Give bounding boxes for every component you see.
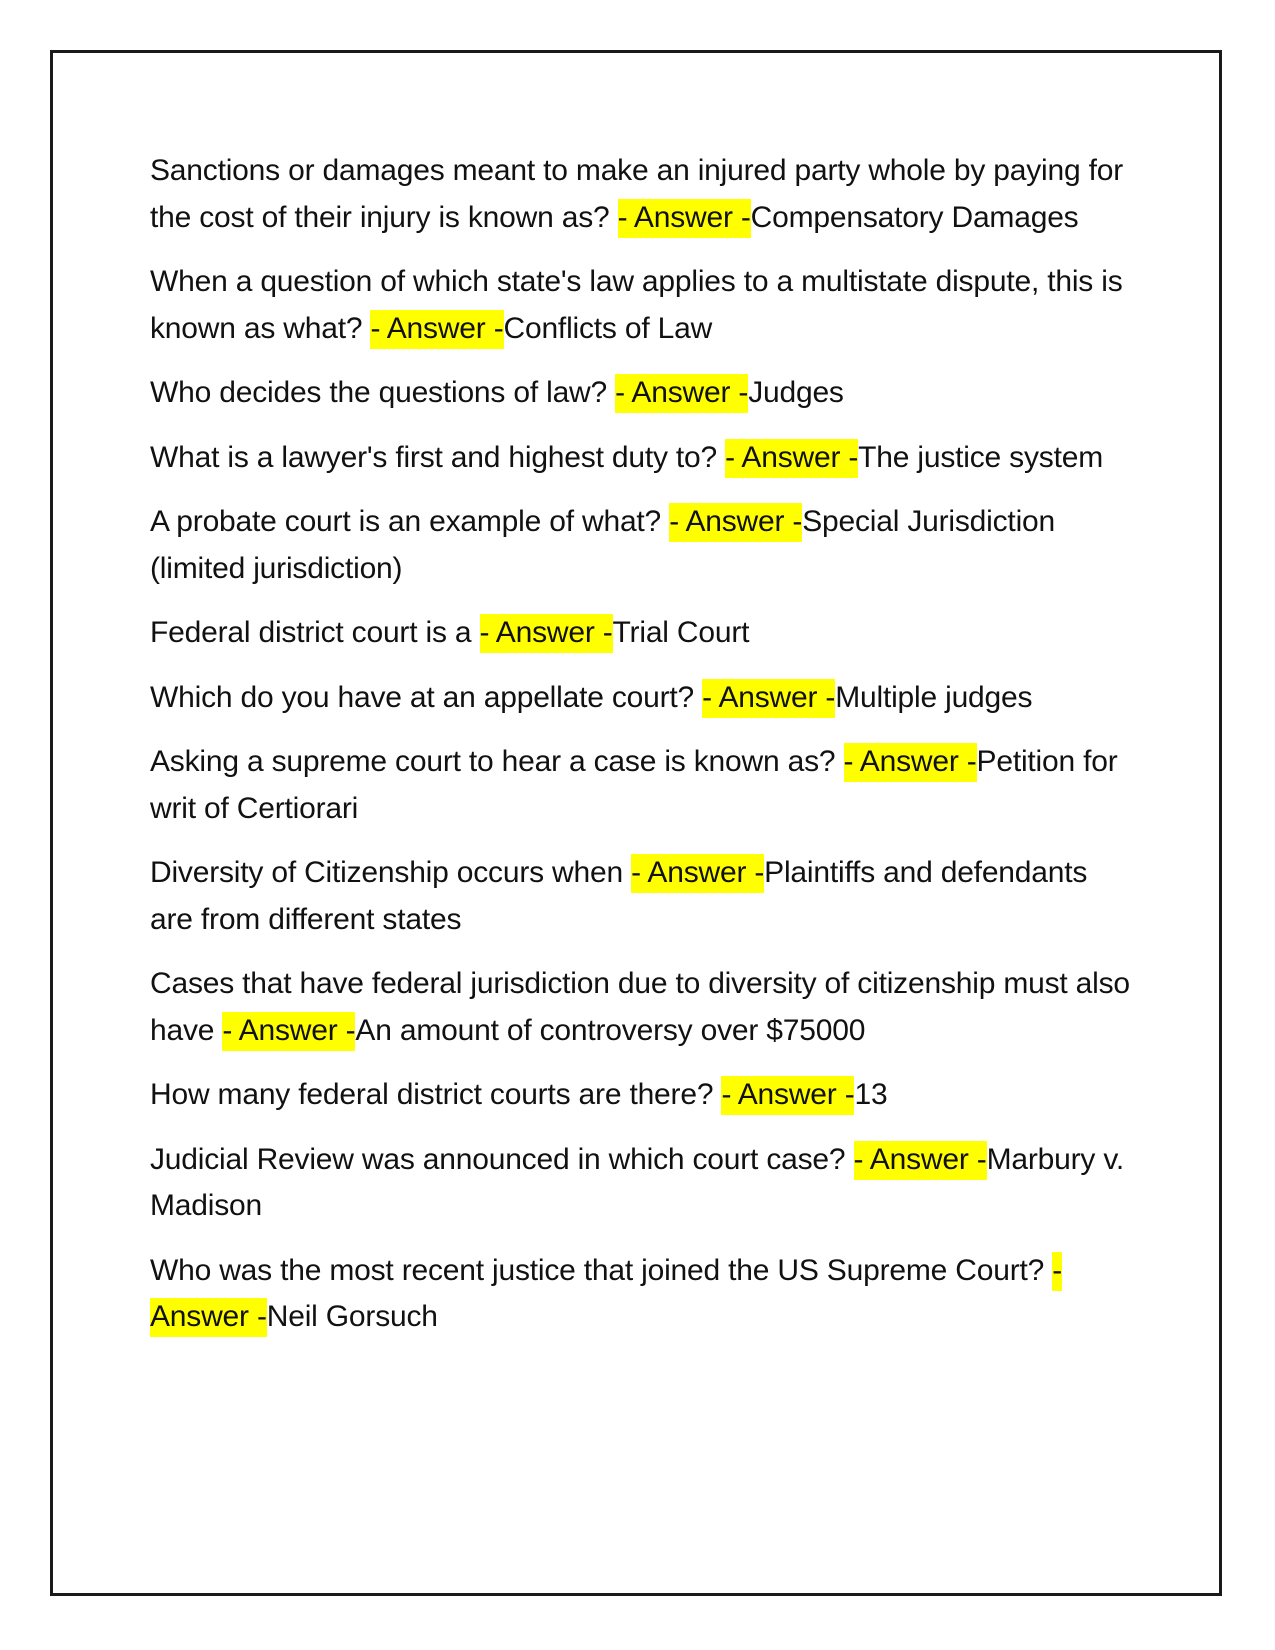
answer-marker: - Answer -: [370, 310, 503, 349]
qa-item: [150, 1072, 1135, 1119]
question-text: Asking a supreme court to hear a case is known as?: [150, 745, 844, 778]
qa-item: [150, 961, 1135, 1054]
answer-text: 13: [854, 1078, 888, 1111]
answer-marker: - Answer -: [702, 679, 835, 718]
question-text: When a question of which state's law applies to a multistate dispute, this is known as what?: [150, 265, 1123, 345]
qa-list: [150, 148, 1135, 1359]
qa-item: [150, 610, 1135, 657]
qa-item: [150, 1248, 1135, 1341]
answer-marker: - Answer -: [631, 854, 764, 893]
answer-text: Multiple judges: [835, 680, 1033, 714]
qa-item: [150, 675, 1135, 722]
qa-item: [150, 259, 1135, 352]
answer-text: Conflicts of Law: [503, 311, 713, 345]
answer-marker: - Answer -: [618, 199, 751, 238]
question-text: Who was the most recent justice that joined the US Supreme Court?: [150, 1253, 1053, 1287]
answer-text: Marbury v. Madison: [150, 1142, 1125, 1222]
qa-item: [150, 435, 1135, 482]
qa-item: [150, 850, 1135, 943]
answer-marker: - Answer -: [222, 1012, 355, 1051]
answer-text: An amount of controversy over $75000: [355, 1013, 866, 1047]
answer-marker: - Answer -: [150, 1252, 1062, 1338]
answer-marker: - Answer -: [721, 1076, 854, 1115]
answer-text: Neil Gorsuch: [266, 1300, 438, 1333]
qa-item: [150, 499, 1135, 592]
question-text: Federal district court is a: [150, 616, 480, 649]
answer-text: Judges: [748, 376, 844, 409]
answer-text: Compensatory Damages: [750, 200, 1079, 234]
answer-marker: - Answer -: [725, 439, 858, 478]
question-text: How many federal district courts are there?: [150, 1078, 722, 1111]
qa-item: [150, 370, 1135, 417]
answer-marker: - Answer -: [854, 1141, 987, 1180]
qa-item: [150, 148, 1135, 241]
answer-text: Petition for writ of Certiorari: [150, 745, 1118, 825]
answer-marker: - Answer -: [669, 503, 802, 542]
answer-marker: - Answer -: [615, 374, 748, 413]
question-text: Diversity of Citizenship occurs when: [150, 856, 632, 889]
question-text: Cases that have federal jurisdiction due to diversity of citizenship must also have: [150, 967, 1130, 1047]
question-text: Who decides the questions of law?: [150, 376, 616, 409]
question-text: What is a lawyer's first and highest duty to?: [150, 440, 726, 474]
answer-text: The justice system: [858, 440, 1103, 474]
answer-marker: - Answer -: [480, 614, 613, 653]
answer-text: Special Jurisdiction (limited jurisdiction): [150, 505, 1056, 585]
question-text: Judicial Review was announced in which court case?: [150, 1142, 854, 1176]
question-text: Which do you have at an appellate court?: [150, 680, 703, 714]
answer-marker: - Answer -: [844, 743, 977, 782]
question-text: Sanctions or damages meant to make an injured party whole by paying for the cost of their injury is known as?: [150, 154, 1124, 234]
answer-text: Trial Court: [612, 616, 750, 649]
question-text: A probate court is an example of what?: [150, 505, 670, 538]
qa-item: [150, 1137, 1135, 1230]
qa-item: [150, 739, 1135, 832]
answer-text: Plaintiffs and defendants are from different states: [150, 856, 1088, 936]
